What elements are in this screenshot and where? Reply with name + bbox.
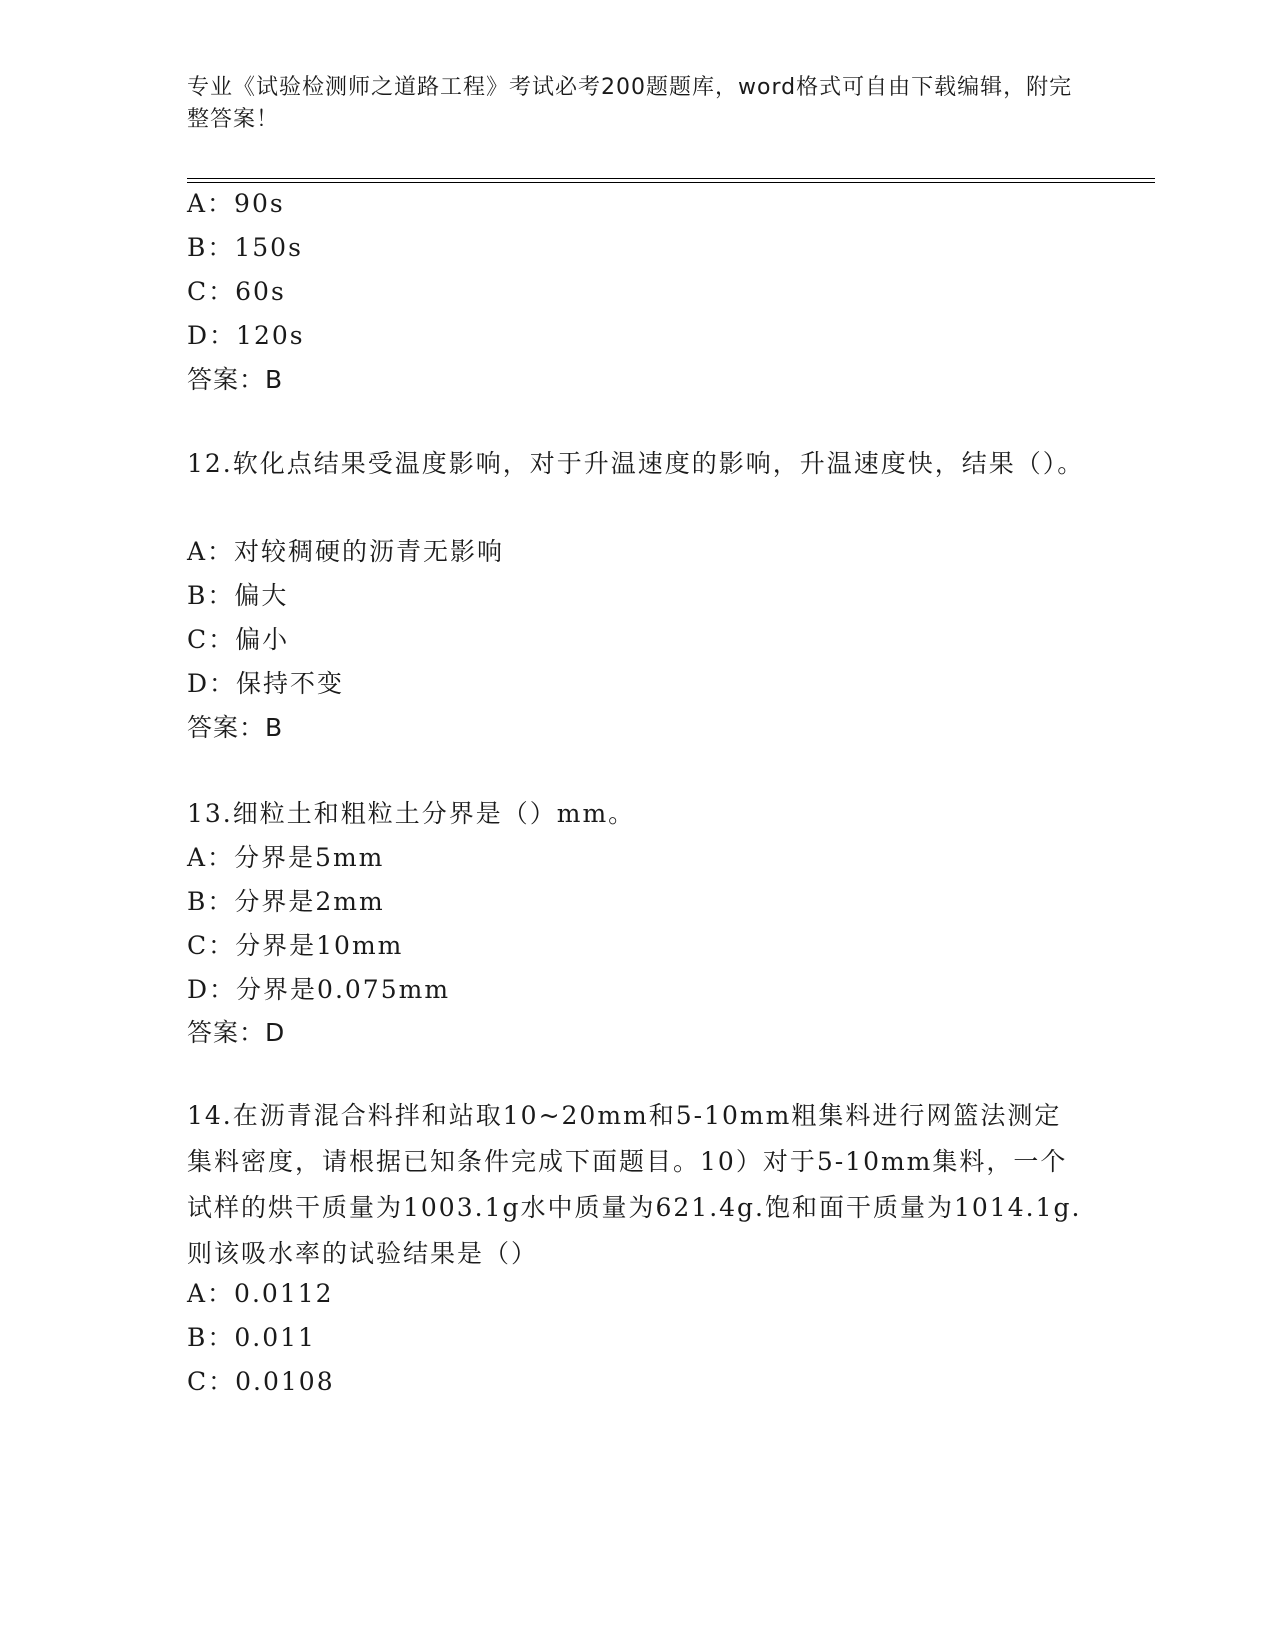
header-rule-bottom: [187, 182, 1155, 183]
q14-option-b: B：0.011: [187, 1323, 316, 1352]
q14-option-a: A：0.0112: [187, 1279, 334, 1308]
q13-question: 13.细粒土和粗粒土分界是（）mm。: [187, 799, 636, 828]
q12-option-b: B：偏大: [187, 581, 289, 610]
q13-option-d: D：分界是0.075mm: [187, 975, 451, 1004]
q13-answer: 答案：D: [187, 1018, 286, 1047]
q12-answer: 答案：B: [187, 713, 284, 742]
q12-question: 12.软化点结果受温度影响，对于升温速度的影响，升温速度快，结果（）。: [187, 449, 1085, 478]
q11-option-a: A：90s: [187, 189, 285, 218]
q13-option-c: C：分界是10mm: [187, 931, 404, 960]
q12-option-d: D：保持不变: [187, 669, 345, 698]
q14-question: 14.在沥青混合料拌和站取10~20mm和5-10mm粗集料进行网篮法测定集料密度，请根据已知条件完成下面题目。10）对于5-10mm集料，一个试样的烘干质量为1003.1g水中质量为621.4g.饱和面干质量为1014.1g.则该吸水率的试验结果是（）: [187, 1101, 1082, 1268]
q11-answer: 答案：B: [187, 365, 284, 394]
q13-option-b: B：分界是2mm: [187, 887, 385, 916]
q11-option-d: D：120s: [187, 321, 305, 350]
q12-option-c: C：偏小: [187, 625, 290, 654]
q13-option-a: A：分界是5mm: [187, 843, 385, 872]
header-rule-top: [187, 178, 1155, 179]
q11-option-b: B：150s: [187, 233, 303, 262]
q11-option-c: C：60s: [187, 277, 286, 306]
q12-option-a: A：对较稠硬的沥青无影响: [187, 537, 505, 566]
q14-option-c: C：0.0108: [187, 1367, 335, 1396]
document-header: 专业《试验检测师之道路工程》考试必考200题题库，word格式可自由下载编辑，附完整答案！: [187, 75, 1073, 132]
